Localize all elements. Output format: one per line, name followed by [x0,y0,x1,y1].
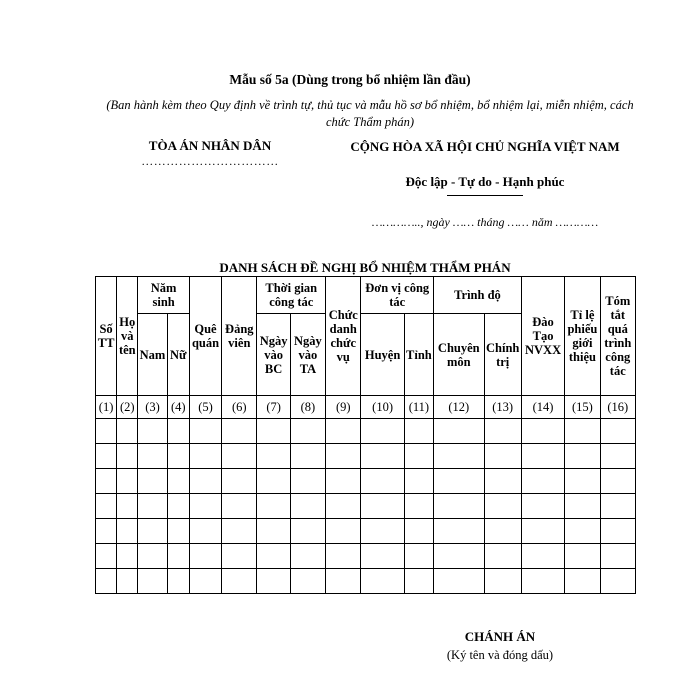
header-male: Nam [138,314,167,396]
table-cell [326,519,361,544]
table-row [96,569,636,594]
table-cell [565,519,600,544]
table-cell [600,569,635,594]
header-work-time: Thời gian công tác [257,277,326,314]
table-cell [600,469,635,494]
header-career-summary: Tóm tắt quá trình công tác [600,277,635,396]
column-number: (1) [96,396,117,419]
table-cell [434,444,484,469]
column-number: (15) [565,396,600,419]
signer-note: (Ký tên và đóng dấu) [446,648,554,662]
table-cell [138,569,167,594]
table-cell [138,419,167,444]
table-cell [257,544,290,569]
table-cell [290,544,325,569]
table-row [96,519,636,544]
table-cell [189,444,221,469]
table-cell [484,469,521,494]
table-cell [117,469,138,494]
table-cell [167,544,189,569]
header-political: Chính trị [484,314,521,396]
table-cell [257,469,290,494]
table-row [96,444,636,469]
table-cell [117,419,138,444]
table-cell [565,544,600,569]
table-cell [96,544,117,569]
table-cell [222,419,257,444]
table-cell [521,544,564,569]
header-province: Tỉnh [404,314,433,396]
header-female: Nữ [167,314,189,396]
table-cell [138,544,167,569]
table-cell [484,519,521,544]
table-cell [404,444,433,469]
table-cell [96,494,117,519]
table-cell [600,519,635,544]
column-number: (4) [167,396,189,419]
table-cell [404,544,433,569]
table-cell [434,519,484,544]
table-cell [361,494,404,519]
table-cell [257,494,290,519]
column-number: (13) [484,396,521,419]
table-cell [521,519,564,544]
table-cell [361,469,404,494]
table-cell [96,469,117,494]
table-cell [138,519,167,544]
table-cell [434,469,484,494]
table-cell [222,469,257,494]
table-cell [257,419,290,444]
column-number: (10) [361,396,404,419]
column-number: (8) [290,396,325,419]
table-row [96,544,636,569]
table-row [96,419,636,444]
table-cell [189,494,221,519]
table-cell [326,569,361,594]
table-cell [117,494,138,519]
table-cell [361,519,404,544]
table-cell [565,419,600,444]
table-cell [484,544,521,569]
table-cell [361,444,404,469]
table-cell [404,519,433,544]
motto-underline [447,195,523,196]
column-number: (5) [189,396,221,419]
table-cell [521,469,564,494]
table-cell [117,544,138,569]
table-cell [600,419,635,444]
column-number: (7) [257,396,290,419]
table-cell [290,444,325,469]
table-cell [189,469,221,494]
header-birth-year: Năm sinh [138,277,189,314]
table-cell [222,569,257,594]
table-cell [521,419,564,444]
header-hometown: Quê quán [189,277,221,396]
column-number: (14) [521,396,564,419]
header-district: Huyện [361,314,404,396]
table-cell [167,519,189,544]
table-cell [565,494,600,519]
table-cell [434,494,484,519]
table-cell [521,569,564,594]
table-cell [189,544,221,569]
table-cell [138,469,167,494]
column-number: (6) [222,396,257,419]
table-cell [326,469,361,494]
table-cell [167,569,189,594]
table-cell [96,419,117,444]
table-cell [521,494,564,519]
table-cell [290,519,325,544]
table-cell [484,569,521,594]
table-cell [484,419,521,444]
table-cell [404,419,433,444]
table-cell [222,544,257,569]
table-cell [484,444,521,469]
header-stt: Số TT [96,277,117,396]
table-cell [434,419,484,444]
table-cell [167,444,189,469]
table-cell [189,419,221,444]
table-row [96,494,636,519]
table-cell [222,519,257,544]
table-cell [290,494,325,519]
table-cell [600,494,635,519]
table-cell [434,544,484,569]
table-cell [600,544,635,569]
table-cell [189,519,221,544]
table-cell [565,444,600,469]
table-cell [361,569,404,594]
table-cell [167,419,189,444]
header-professional: Chuyên môn [434,314,484,396]
form-subtitle: (Ban hành kèm theo Quy định về trình tự, thủ tục và mẫu hồ sơ bổ nhiệm, bổ nhiệm lại, miễn nhiệm, cách chức Thẩm phán) [106,98,634,129]
table-cell [434,569,484,594]
table-cell [600,444,635,469]
header-date-bc: Ngày vào BC [257,314,290,396]
table-cell [138,444,167,469]
table-cell [326,544,361,569]
table-cell [96,444,117,469]
table-cell [222,444,257,469]
table-cell [404,494,433,519]
table-cell [96,569,117,594]
header-work-unit: Đơn vị công tác [361,277,434,314]
table-cell [257,569,290,594]
table-row [96,469,636,494]
column-number: (11) [404,396,433,419]
column-number: (2) [117,396,138,419]
table-cell [404,569,433,594]
table-cell [565,569,600,594]
table-cell [189,569,221,594]
table-cell [257,444,290,469]
table-cell [257,519,290,544]
date-line: ………….., ngày …… tháng …… năm ………… [371,215,599,229]
table-cell [117,519,138,544]
blank-rows [96,419,636,594]
table-cell [167,469,189,494]
header-party-member: Đảng viên [222,277,257,396]
form-title: Mẫu số 5a (Dùng trong bổ nhiệm lần đầu) [229,72,471,87]
nomination-table [95,276,636,594]
column-number: (9) [326,396,361,419]
table-cell [361,544,404,569]
signer-title: CHÁNH ÁN [464,629,536,644]
table-cell [138,494,167,519]
court-name-blank: …………………………… [141,154,279,168]
table-cell [167,494,189,519]
table-cell [484,494,521,519]
table-cell [361,419,404,444]
header-training: Đào Tạo NVXX [521,277,564,396]
list-title: DANH SÁCH ĐỀ NGHỊ BỔ NHIỆM THẨM PHÁN [219,260,511,275]
national-motto: Độc lập - Tự do - Hạnh phúc [405,174,565,189]
header-name: Họ và tên [117,277,138,396]
table-cell [326,419,361,444]
table-cell [117,569,138,594]
table-cell [521,444,564,469]
table-cell [326,494,361,519]
column-number: (3) [138,396,167,419]
header-vote-rate: Tỉ lệ phiếu giới thiệu [565,277,600,396]
table-cell [290,469,325,494]
court-name: TÒA ÁN NHÂN DÂN [148,138,272,153]
table-cell [222,494,257,519]
column-number: (12) [434,396,484,419]
table-cell [290,419,325,444]
table-cell [290,569,325,594]
header-position: Chức danh chức vụ [326,277,361,396]
national-title: CỘNG HÒA XÃ HỘI CHỦ NGHĨA VIỆT NAM [350,139,620,154]
table-cell [96,519,117,544]
column-number: (16) [600,396,635,419]
table-cell [565,469,600,494]
header-qualification: Trình độ [434,277,522,314]
table-cell [117,444,138,469]
table-cell [326,444,361,469]
header-date-ta: Ngày vào TA [290,314,325,396]
table-cell [404,469,433,494]
